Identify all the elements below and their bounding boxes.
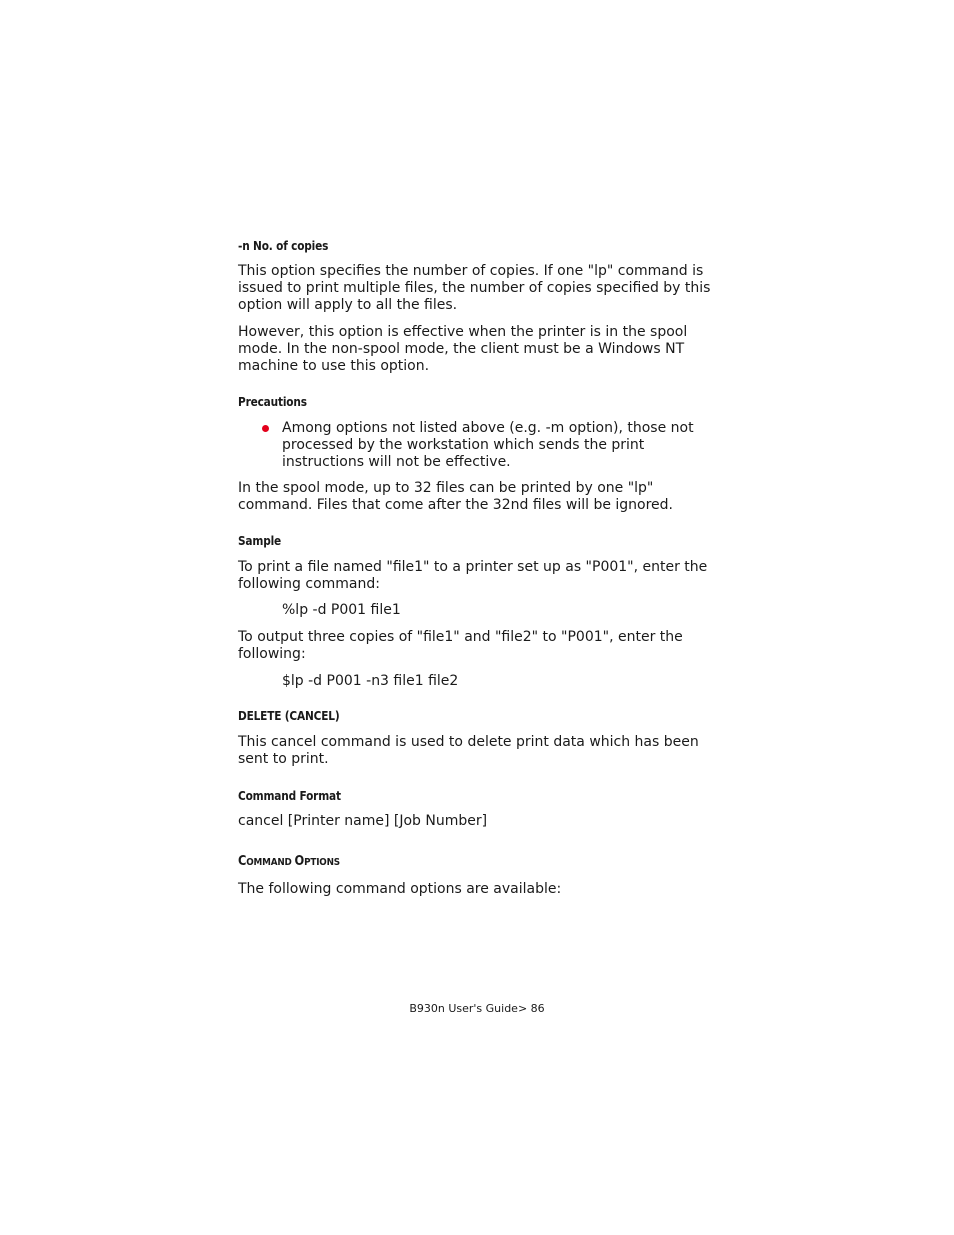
precautions-list-item <box>238 420 718 471</box>
command-format-heading: Command Format <box>238 789 341 803</box>
command-options-heading <box>238 852 660 872</box>
precautions-bullet-text: Among options not listed above (e.g. -m option), those not processed by the workstation which sends the print instructions will not be effective. <box>282 420 694 470</box>
options-heading-rest-1: OMMAND <box>246 857 295 868</box>
copies-heading: -n No. of copies <box>238 239 329 253</box>
page-footer: B930n User's Guide> 86 <box>409 1002 545 1015</box>
sample-heading: Sample <box>238 534 282 548</box>
bullet-icon <box>262 425 269 432</box>
options-heading-rest-2: PTIONS <box>304 857 340 868</box>
page-content <box>238 237 718 898</box>
command-format-syntax: cancel [Printer name] [Job Number] <box>238 813 488 829</box>
delete-heading: DELETE (CANCEL) <box>238 709 340 723</box>
delete-paragraph: This cancel command is used to delete print data which has been sent to print. <box>238 734 699 767</box>
sample-paragraph-1: To print a file named "file1" to a printer set up as "P001", enter the following command: <box>238 559 708 592</box>
sample-command-2: $lp -d P001 -n3 file1 file2 <box>282 673 459 689</box>
copies-paragraph-2: However, this option is effective when the printer is in the spool mode. In the non-spool mode, the client must be a Windows NT machine to use this option. <box>238 324 688 374</box>
precautions-paragraph: In the spool mode, up to 32 files can be printed by one "lp" command. Files that come after the 32nd files will be ignored. <box>238 480 674 513</box>
copies-paragraph-1: This option specifies the number of copies. If one "lp" command is issued to print multiple files, the number of copies specified by this option will apply to all the files. <box>238 263 711 313</box>
sample-command-1: %lp -d P001 file1 <box>282 602 401 618</box>
precautions-heading: Precautions <box>238 395 307 409</box>
command-options-paragraph: The following command options are available: <box>238 881 562 897</box>
options-heading-cap-1: C <box>238 854 247 869</box>
sample-paragraph-2: To output three copies of "file1" and "file2" to "P001", enter the following: <box>238 629 683 662</box>
options-heading-cap-2: O <box>294 854 305 869</box>
